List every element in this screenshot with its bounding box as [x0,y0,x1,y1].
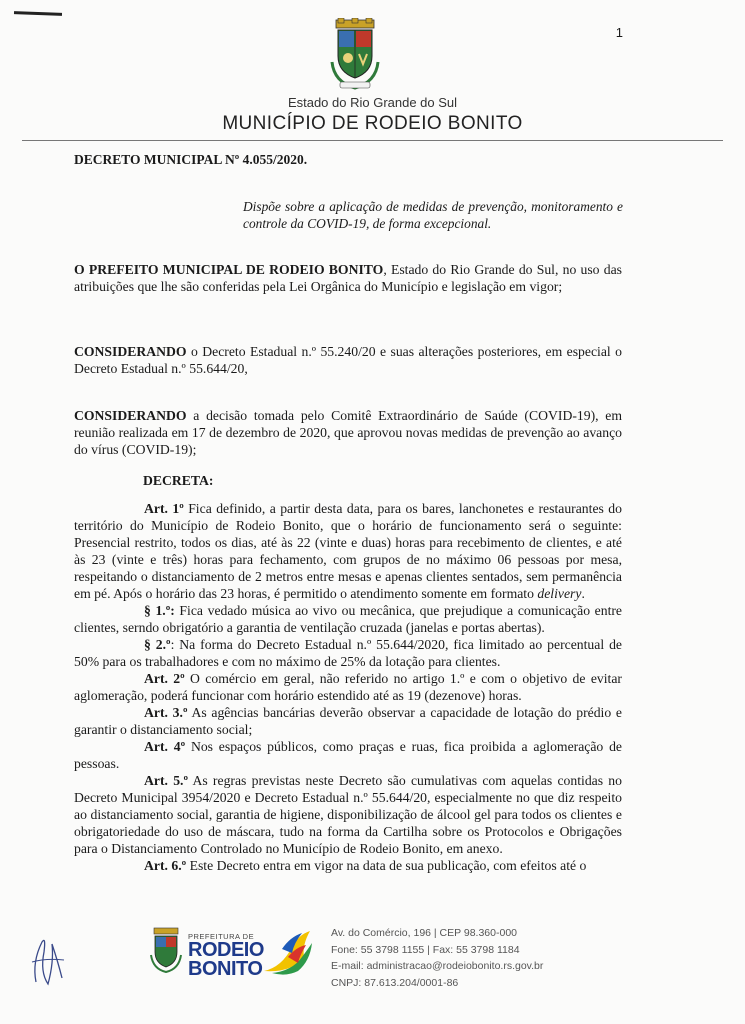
article-1 [74,500,622,602]
logo-line-1: RODEIO [188,939,264,961]
logo-prefix: PREFEITURA DE [188,932,255,941]
footer-coat-of-arms-icon [148,927,184,973]
decree-summary: Dispõe sobre a aplicação de medidas de prevenção, monitoramento e controle da COVID-19, de forma excepcional. [243,199,623,231]
paragraph-text: Fica vedado música ao vivo ou mecânica, que prejudique a comunicação entre clientes, serndo obrigatório a garantia de ventilação cruzada (janelas e portas abertas). [74,603,623,635]
article-5 [74,772,622,857]
article-text: As agências bancárias deverão observar a capacidade de lotação do prédio e garantir o distanciamento social; [74,705,622,737]
header-divider [22,140,723,141]
article-label: Art. 1º [144,501,184,516]
logo-line-2: BONITO [188,958,263,980]
article-text: Fica definido, a partir desta data, para os bares, lanchonetes e restaurantes do território do Município de Rodeio Bonito, que o horário de funcionamento será o seguinte: Presencial restrito, todos os dias, até às 22 (vinte e duas) horas para recebimento de clientes, e até às 23 (vinte e três) horas para fechamento, com grupos de no máximo 06 pessoas por mesa, respeitando o distanciamento de 2 metros entre mesas e apenas clientes sentados, sem permanência em pé. Após o horário das 23 horas, é permitido o atendimento somente em formato [74,501,622,601]
scan-mark [14,11,62,16]
article-6 [74,857,622,874]
article-label: Art. 6.º [144,858,187,873]
footer-logo-text [188,932,264,979]
considerando-text: o Decreto Estadual n.º 55.240/20 e suas alterações posteriores, em especial o Decreto Estadual n.º 55.644/20, [74,344,622,376]
preamble-paragraph [74,261,622,295]
article-italic: delivery [537,586,582,601]
paragraph-1 [74,602,622,636]
state-name: Estado do Rio Grande do Sul [287,95,458,110]
considerando-paragraph-1 [74,343,622,377]
article-4 [74,738,622,772]
footer-phone: Fone: 55 3798 1155 | Fax: 55 3798 1184 [331,943,520,956]
considerando-paragraph-2 [74,407,622,458]
handwritten-initials [28,932,68,992]
decree-articles [74,500,622,874]
considerando-label: CONSIDERANDO [74,344,187,359]
logo-swoosh-icon [262,927,314,977]
article-end: . [581,586,585,601]
article-3 [74,704,622,738]
paragraph-text: : Na forma do Decreto Estadual n.º 55.644/2020, fica limitado ao percentual de 50% para os trabalhadores e com no máximo de 25% da lotação para clientes. [74,637,622,669]
municipality-name: MUNICÍPIO DE RODEIO BONITO [222,113,523,134]
article-text: Este Decreto entra em vigor na data de sua publicação, com efeitos até o [186,858,587,873]
preamble-bold: O PREFEITO MUNICIPAL DE RODEIO BONITO [74,262,384,277]
decreta-heading: DECRETA: [143,473,214,488]
article-text: As regras previstas neste Decreto são cumulativas com aquelas contidas no Decreto Municipal 3954/2020 e Decreto Estadual n.º 55.644/20, especialmente no que diz respeito ao distanciamento social, garantia de higiene, disponibilização de álcool gel para todos os clientes e obrigatoriedade do uso de máscara, tudo na forma da Cartilha sobre os Protocolos e Obrigações para o Distanciamento Controlado no Município de Rodeio Bonito, em anexo. [74,773,622,856]
article-label: Art. 4º [144,739,186,754]
article-text: O comércio em geral, não referido no artigo 1.º e com o objetivo de evitar aglomeração, poderá funcionar com horário estendido até as 19 (dezenove) horas. [74,671,622,703]
article-label: Art. 5.º [144,773,188,788]
footer-email: E-mail: administracao@rodeiobonito.rs.gov.br [331,960,544,972]
paragraph-2 [74,636,622,670]
article-2 [74,670,622,704]
footer-address: Av. do Comércio, 196 | CEP 98.360-000 [331,927,518,939]
decree-title: DECRETO MUNICIPAL Nº 4.055/2020. [74,152,308,167]
municipal-coat-of-arms-icon [328,18,382,92]
paragraph-label: § 2.º [144,637,171,652]
preamble-text: , Estado do Rio Grande do Sul, no uso das atribuições que lhe são conferidas pela Lei Orgânica do Município e legislação em vigor; [74,262,622,294]
page-number: 1 [615,25,623,40]
article-label: Art. 2º [144,671,185,686]
paragraph-label: § 1.º: [144,603,175,618]
considerando-label: CONSIDERANDO [74,408,187,423]
footer-cnpj: CNPJ: 87.613.204/0001-86 [331,976,459,989]
article-text: Nos espaços públicos, como praças e ruas, fica proibida a aglomeração de pessoas. [74,739,622,771]
footer-contact [331,925,543,991]
considerando-text: a decisão tomada pelo Comitê Extraordinário de Saúde (COVID-19), em reunião realizada em 17 de dezembro de 2020, que aprovou novas medidas de prevenção ao avanço do vírus (COVID-19); [74,408,622,457]
article-label: Art. 3.º [144,705,188,720]
